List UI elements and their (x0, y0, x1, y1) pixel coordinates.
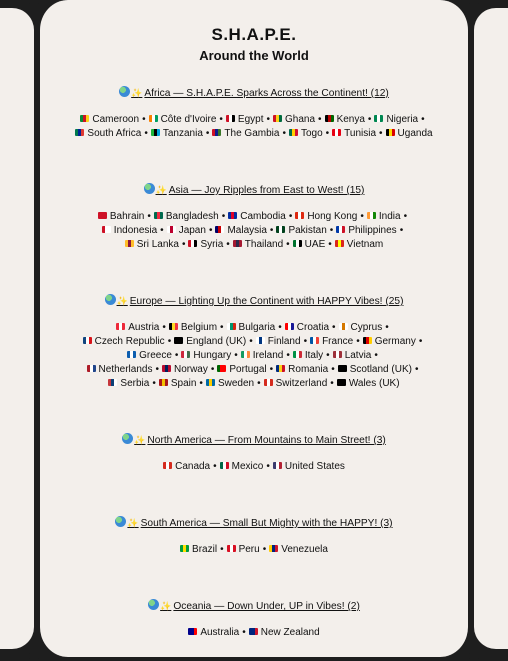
country-name: Sweden (217, 378, 255, 389)
region-section (40, 86, 468, 141)
flag-icon (169, 323, 178, 330)
country-name: Nigeria (386, 114, 419, 125)
separator: • (213, 461, 217, 472)
country-name: Latvia (344, 350, 372, 361)
flag-icon (276, 365, 285, 372)
separator: • (288, 211, 293, 222)
separator: • (226, 239, 230, 250)
country-name: Bulgaria (238, 322, 276, 333)
flag-icon (264, 379, 273, 386)
country-name: Pakistan (288, 225, 327, 236)
separator: • (330, 378, 334, 389)
separator: • (367, 114, 372, 125)
globe-icon (115, 516, 126, 527)
region-heading[interactable] (40, 599, 468, 612)
region-section (40, 516, 468, 557)
flag-icon (249, 628, 258, 635)
separator: • (174, 350, 179, 361)
sparkle-icon: ✨ (116, 296, 128, 306)
flag-icon (154, 212, 163, 219)
country-line (40, 224, 468, 238)
country-name: Wales (UK) (348, 378, 400, 389)
country-name: Greece (139, 350, 172, 361)
region-heading-text: Africa — S.H.A.P.E. Sparks Across the Continent! (12) (144, 88, 389, 99)
country-name: Switzerland (275, 378, 328, 389)
country-name: Brazil (192, 544, 218, 555)
region-heading-text: Europe — Lighting Up the Continent with HAPPY Vibes! (25) (129, 296, 404, 307)
separator: • (152, 378, 156, 389)
separator: • (162, 322, 166, 333)
sparkle-icon: ✨ (134, 435, 146, 445)
region-heading-text: Oceania — Down Under, UP in Vibes! (2) (173, 601, 360, 612)
country-name: Netherlands (98, 364, 153, 375)
separator: • (303, 336, 308, 347)
flag-icon (295, 212, 304, 219)
separator: • (220, 544, 224, 555)
flag-icon (338, 365, 347, 372)
separator: • (199, 378, 203, 389)
flag-icon (339, 323, 348, 330)
separator: • (208, 225, 213, 236)
separator: • (326, 350, 330, 361)
country-name: Belgium (180, 322, 218, 333)
separator: • (360, 211, 364, 222)
country-line (40, 626, 468, 640)
globe-icon (122, 433, 133, 444)
right-panel (474, 8, 508, 649)
flag-icon (127, 351, 136, 358)
region-section (40, 433, 468, 474)
country-name: Sri Lanka (136, 239, 179, 250)
separator: • (356, 336, 360, 347)
country-name: Hong Kong (307, 211, 358, 222)
region-heading[interactable] (40, 433, 468, 446)
flag-icon (188, 628, 197, 635)
country-name: Syria (200, 239, 224, 250)
flag-icon (83, 337, 92, 344)
flag-icon (386, 129, 395, 136)
region-heading-text: Asia — Joy Ripples from East to West! (15) (168, 185, 365, 196)
flag-icon (102, 226, 111, 233)
flag-icon (227, 545, 236, 552)
country-name: Australia (200, 627, 240, 638)
region-heading[interactable] (40, 183, 468, 196)
country-line (40, 349, 468, 363)
country-name: Togo (300, 128, 323, 139)
country-name: Peru (238, 544, 260, 555)
country-name: Ireland (252, 350, 284, 361)
separator: • (155, 364, 159, 375)
separator: • (257, 378, 261, 389)
corner-dot (29, 651, 39, 661)
country-line (40, 127, 468, 141)
country-name: Scotland (UK) (349, 364, 412, 375)
country-name: Venezuela (281, 544, 328, 555)
country-name: Côte d'Ivoire (160, 114, 217, 125)
flag-icon (335, 240, 344, 247)
country-name: Uganda (397, 128, 433, 139)
flag-icon (363, 337, 372, 344)
separator: • (242, 627, 246, 638)
country-name: UAE (304, 239, 326, 250)
flag-icon (256, 337, 265, 344)
country-name: Italy (304, 350, 324, 361)
country-name: Germany (374, 336, 416, 347)
flag-icon (188, 240, 197, 247)
separator: • (262, 544, 267, 555)
separator: • (181, 239, 186, 250)
country-line (40, 460, 468, 474)
country-name: South Africa (87, 128, 142, 139)
separator: • (221, 211, 226, 222)
country-name: Bahrain (109, 211, 145, 222)
separator: • (269, 225, 274, 236)
separator: • (144, 128, 148, 139)
separator: • (266, 114, 271, 125)
country-name: Portugal (229, 364, 267, 375)
country-name: Tunisia (344, 128, 377, 139)
country-line (40, 238, 468, 252)
flag-icon (273, 115, 282, 122)
separator: • (374, 350, 378, 361)
country-line (40, 210, 468, 224)
country-name: Japan (178, 225, 206, 236)
flag-icon (116, 323, 125, 330)
flag-icon (332, 129, 341, 136)
page-subtitle: Around the World (199, 48, 309, 63)
flag-icon (325, 115, 334, 122)
flag-icon (98, 212, 107, 219)
flag-icon (75, 129, 84, 136)
country-line (40, 113, 468, 127)
country-name: Philippines (348, 225, 397, 236)
country-line (40, 377, 468, 391)
left-panel (0, 8, 34, 649)
flag-icon (227, 323, 236, 330)
separator: • (278, 322, 282, 333)
flag-icon (206, 379, 215, 386)
separator: • (403, 211, 408, 222)
separator: • (266, 461, 270, 472)
flag-icon (226, 115, 235, 122)
flag-icon (289, 129, 298, 136)
globe-icon (105, 294, 116, 305)
flag-icon (241, 351, 250, 358)
separator: • (414, 364, 419, 375)
country-name: Cameroon (92, 114, 140, 125)
flag-icon (228, 212, 237, 219)
separator: • (421, 114, 425, 125)
flag-icon (151, 129, 160, 136)
country-name: The Gambia (224, 128, 280, 139)
flag-icon (276, 226, 285, 233)
separator: • (286, 239, 290, 250)
country-name: Mexico (231, 461, 264, 472)
corner-dot (29, 0, 39, 6)
separator: • (269, 364, 274, 375)
separator: • (286, 350, 290, 361)
country-name: Czech Republic (94, 336, 165, 347)
region-section (40, 183, 468, 252)
country-name: France (322, 336, 354, 347)
country-name: Tanzania (162, 128, 203, 139)
country-name: Indonesia (113, 225, 158, 236)
globe-icon (144, 183, 155, 194)
country-line (40, 543, 468, 557)
flag-icon (108, 379, 117, 386)
flag-icon (162, 365, 171, 372)
region-heading[interactable] (40, 516, 468, 529)
separator: • (234, 350, 238, 361)
separator: • (249, 336, 253, 347)
region-heading-text: South America — Small But Mighty with the HAPPY! (3) (140, 518, 393, 529)
flag-icon (337, 379, 346, 386)
country-name: Kenya (336, 114, 365, 125)
separator: • (399, 225, 404, 236)
flag-icon (333, 351, 342, 358)
separator: • (328, 239, 332, 250)
separator: • (282, 128, 286, 139)
country-name: Finland (267, 336, 301, 347)
flag-icon (167, 226, 176, 233)
region-section (40, 294, 468, 391)
flag-icon (269, 545, 278, 552)
region-heading-text: North America — From Mountains to Main Street! (3) (147, 435, 386, 446)
flag-icon (181, 351, 190, 358)
flag-icon (293, 351, 302, 358)
flag-icon (310, 337, 319, 344)
country-name: Cyprus (350, 322, 383, 333)
country-name: Ghana (285, 114, 316, 125)
country-name: India (378, 211, 401, 222)
flag-icon (285, 323, 294, 330)
country-line (40, 321, 468, 335)
separator: • (325, 128, 330, 139)
globe-icon (148, 599, 159, 610)
flag-icon (163, 462, 172, 469)
separator: • (142, 114, 146, 125)
flag-icon (336, 226, 345, 233)
globe-icon (119, 86, 130, 97)
country-name: Egypt (237, 114, 264, 125)
country-name: Thailand (244, 239, 284, 250)
document-card (38, 0, 470, 657)
country-line (40, 335, 468, 349)
country-name: Serbia (120, 378, 150, 389)
country-name: Hungary (193, 350, 232, 361)
flag-icon (374, 115, 383, 122)
separator: • (385, 322, 389, 333)
country-name: Vietnam (346, 239, 384, 250)
separator: • (160, 225, 164, 236)
flag-icon (217, 365, 226, 372)
country-name: Croatia (296, 322, 330, 333)
separator: • (147, 211, 151, 222)
flag-icon (87, 365, 96, 372)
flag-icon (125, 240, 134, 247)
flag-icon (367, 212, 376, 219)
separator: • (418, 336, 423, 347)
flag-icon (212, 129, 221, 136)
separator: • (318, 114, 322, 125)
country-name: Austria (128, 322, 160, 333)
country-name: New Zealand (260, 627, 320, 638)
separator: • (332, 322, 336, 333)
country-name: Bangladesh (165, 211, 219, 222)
separator: • (329, 225, 334, 236)
separator: • (379, 128, 383, 139)
flag-icon (273, 462, 282, 469)
country-line (40, 363, 468, 377)
separator: • (210, 364, 215, 375)
separator: • (219, 114, 223, 125)
flag-icon (159, 379, 168, 386)
flag-icon (174, 337, 183, 344)
corner-dot (469, 0, 479, 6)
country-name: Romania (288, 364, 329, 375)
country-name: Norway (173, 364, 208, 375)
flag-icon (149, 115, 158, 122)
separator: • (167, 336, 172, 347)
region-heading[interactable] (40, 294, 468, 307)
flag-icon (215, 226, 224, 233)
sparkle-icon: ✨ (127, 518, 139, 528)
separator: • (205, 128, 210, 139)
separator: • (331, 364, 335, 375)
separator: • (220, 322, 224, 333)
page-title: S.H.A.P.E. (211, 25, 297, 44)
country-name: Cambodia (240, 211, 286, 222)
flag-icon (293, 240, 302, 247)
country-name: England (UK) (186, 336, 247, 347)
flag-icon (80, 115, 89, 122)
flag-icon (180, 545, 189, 552)
region-heading[interactable] (40, 86, 468, 99)
country-name: Malaysia (227, 225, 267, 236)
sparkle-icon: ✨ (155, 185, 167, 195)
sparkle-icon: ✨ (160, 601, 172, 611)
region-section (40, 599, 468, 640)
sparkle-icon: ✨ (131, 88, 143, 98)
flag-icon (233, 240, 242, 247)
corner-dot (469, 651, 479, 661)
country-name: Canada (175, 461, 211, 472)
flag-icon (220, 462, 229, 469)
country-name: United States (284, 461, 345, 472)
country-name: Spain (170, 378, 197, 389)
